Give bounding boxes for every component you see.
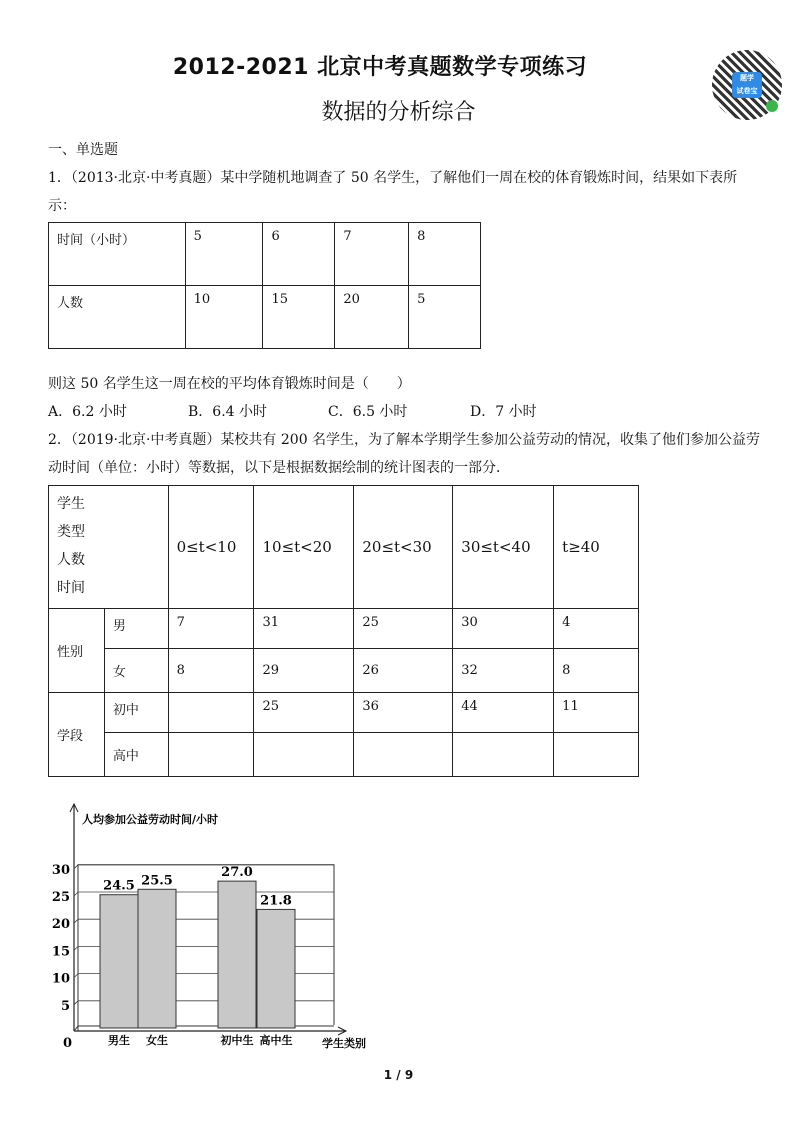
y-tick-label: 30 [51, 862, 70, 878]
table-cell [453, 733, 554, 777]
table-cell: 5 [185, 223, 263, 286]
y-tick-label: 10 [51, 971, 70, 987]
data-label: 21.8 [260, 893, 292, 909]
table-row [49, 693, 639, 733]
x-tick-label: 男生 [108, 1034, 130, 1047]
origin-label: 0 [62, 1036, 72, 1051]
logo-text-2: 试卷宝 [736, 87, 758, 95]
q1-option-a: A．6.2 小时 [48, 404, 127, 420]
table-header-cell: 10≤t<20 [254, 486, 354, 609]
table-row [49, 733, 639, 777]
logo-badge [732, 72, 762, 98]
row-label: 高中 [104, 733, 168, 777]
bar [257, 909, 295, 1028]
table-cell: 7 [335, 223, 409, 286]
table-cell: 15 [263, 286, 335, 349]
bar [100, 895, 138, 1028]
row-label: 男 [104, 609, 168, 649]
table-cell: 4 [554, 609, 639, 649]
table-header-cell: 30≤t<40 [453, 486, 554, 609]
table-cell: 8 [409, 223, 481, 286]
table-header-cell: 0≤t<10 [168, 486, 254, 609]
table-header-cell: t≥40 [554, 486, 639, 609]
table-cell [168, 693, 254, 733]
qr-code-logo [712, 50, 782, 120]
logo-dot [766, 100, 778, 112]
table-cell: 25 [354, 609, 453, 649]
table-cell: 30 [453, 609, 554, 649]
y-tick-label: 25 [51, 890, 70, 905]
q2-text-line1: 2．（2019·北京·中考真题）某校共有 200 名学生，为了解本学期学生参加公益劳动的情况，收集了他们参加公益劳 [48, 432, 761, 448]
table-corner-cell [49, 486, 169, 609]
bar [218, 881, 256, 1028]
table-cell: 8 [168, 649, 254, 693]
table-cell: 人数 [49, 286, 186, 349]
y-tick-label: 5 [60, 998, 70, 1014]
table-cell: 29 [254, 649, 354, 693]
table-cell: 25 [254, 693, 354, 733]
table-cell: 8 [554, 649, 639, 693]
row-label: 女 [104, 649, 168, 693]
q1-text-line2: 示： [48, 198, 76, 214]
table-cell [254, 733, 354, 777]
page-number: 1 / 9 [383, 1068, 414, 1082]
y-tick-label: 15 [51, 944, 70, 960]
y-tick-label: 20 [51, 917, 70, 933]
table-row [49, 486, 639, 609]
q1-table [48, 222, 481, 349]
logo-text-1: 题学 [740, 74, 754, 82]
table-cell [168, 733, 254, 777]
table-cell: 26 [354, 649, 453, 693]
table-cell: 6 [263, 223, 335, 286]
corner-text: 类型 [57, 524, 85, 540]
table-cell: 11 [554, 693, 639, 733]
group-label: 学段 [49, 693, 105, 777]
data-label: 24.5 [103, 878, 135, 894]
table-cell: 31 [254, 609, 354, 649]
table-cell: 10 [185, 286, 263, 349]
x-tick-label: 初中生 [220, 1034, 254, 1047]
x-tick-label: 女生 [146, 1034, 168, 1047]
table-cell: 32 [453, 649, 554, 693]
corner-text: 学生 [57, 496, 85, 512]
q1-option-c: C．6.5 小时 [328, 404, 408, 420]
q2-table [48, 485, 639, 777]
q2-text-line2: 动时间（单位：小时）等数据，以下是根据数据绘制的统计图表的一部分． [48, 460, 510, 476]
data-label: 27.0 [221, 865, 253, 881]
row-label: 初中 [104, 693, 168, 733]
data-label: 25.5 [141, 873, 173, 889]
table-cell: 20 [335, 286, 409, 349]
corner-text: 时间 [57, 580, 85, 596]
table-header-cell: 20≤t<30 [354, 486, 453, 609]
table-cell: 7 [168, 609, 254, 649]
table-cell [554, 733, 639, 777]
table-row [49, 609, 639, 649]
q1-question: 则这 50 名学生这一周在校的平均体育锻炼时间是（ ） [48, 376, 411, 392]
table-cell: 36 [354, 693, 453, 733]
page-title: 2012-2021 北京中考真题数学专项练习 [172, 55, 588, 80]
bar-chart [48, 796, 388, 1058]
q1-text-line1: 1．（2013·北京·中考真题）某中学随机地调查了 50 名学生，了解他们一周在校的体育锻炼时间，结果如下表所 [48, 170, 738, 186]
table-row [49, 223, 481, 286]
q1-option-d: D．7 小时 [470, 404, 537, 420]
q1-option-b: B．6.4 小时 [188, 404, 268, 420]
corner-text: 人数 [57, 552, 85, 568]
x-axis-label: 学生类别 [322, 1037, 366, 1050]
table-row [49, 286, 481, 349]
page-subtitle: 数据的分析综合 [321, 100, 476, 125]
group-label: 性别 [49, 609, 105, 693]
table-cell [354, 733, 453, 777]
table-cell: 时间（小时） [49, 223, 186, 286]
chart-title: 人均参加公益劳动时间/小时 [82, 813, 219, 826]
table-cell: 5 [409, 286, 481, 349]
section-heading: 一、单选题 [48, 142, 118, 158]
bar [138, 889, 176, 1028]
x-tick-label: 高中生 [259, 1034, 293, 1047]
table-row [49, 649, 639, 693]
table-cell: 44 [453, 693, 554, 733]
